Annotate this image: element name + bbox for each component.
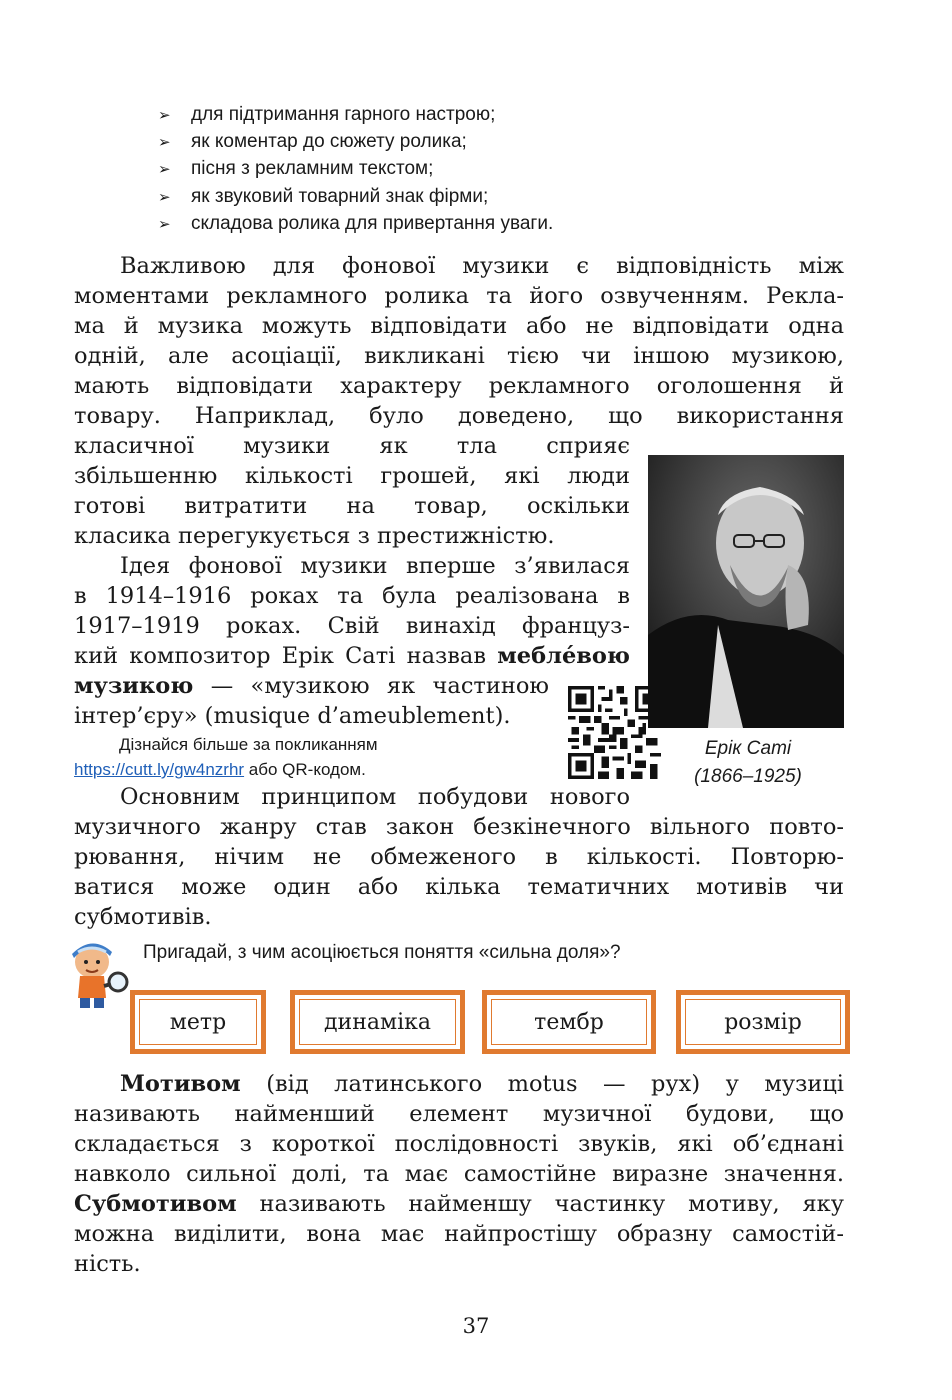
- option-card-meter[interactable]: метр: [130, 990, 266, 1054]
- list-item: ➢ складова ролика для привертання уваги.: [158, 210, 553, 237]
- list-item: ➢ як коментар до сюжету ролика;: [158, 128, 553, 155]
- photo-caption: Ерік Саті (1866–1925): [694, 738, 802, 787]
- arrow-bullet-icon: ➢: [158, 161, 171, 179]
- resource-link[interactable]: https://cutt.ly/gw4nzrhr: [74, 760, 245, 779]
- arrow-bullet-icon: ➢: [158, 215, 171, 233]
- bullet-list: [158, 101, 553, 237]
- question-text: Пригадай, з чим асоціюється поняття «сильна доля»?: [143, 942, 621, 963]
- term-motif: Мотивом: [120, 1071, 241, 1097]
- term-submotif: Субмотивом: [74, 1191, 237, 1217]
- learn-more-hint: Дізнайся більше за покликанням https://cutt.ly/gw4nzrhr або QR-кодом.: [74, 735, 378, 779]
- paragraph-background-music-continued: класичної музики як тла сприяє збільшенню кількості грошей, які люди готові витратити на товар, оскільки класика перегукується з престижністю.: [74, 433, 630, 549]
- mascot-magnifier-icon: [66, 938, 132, 1010]
- list-item: ➢ як звуковий товарний знак фірми;: [158, 183, 553, 210]
- paragraph-satie-idea: Ідея фонової музики вперше з’явилася в 1914–1916 роках та була реалізована в 1917–1919 роках. Свій винахід француз- кий композитор Ерік Саті назвав меблéвою музикою — «музикою як частиною інтер’єру» (musique d’ameublement).: [74, 553, 630, 729]
- option-card-timbre[interactable]: тембр: [482, 990, 656, 1054]
- option-card-size[interactable]: розмір: [676, 990, 850, 1054]
- paragraph-principle-narrow: Основним принципом побудови нового: [120, 784, 630, 810]
- portrait-photo: [648, 455, 844, 728]
- paragraph-background-music: Важливою для фонової музики є відповідність між моментами рекламного ролика та його озвученням. Рекла- ма й музика можуть відповідати або не відповідати одна одній, але асоціації, викликані тією чи іншою музикою, мають відповідати характеру рекламного оголошення й товару. Наприклад, було доведено, що використання: [74, 253, 844, 429]
- erik-satie-portrait-icon: [648, 455, 844, 728]
- list-item: ➢ для підтримання гарного настрою;: [158, 101, 553, 128]
- list-item: ➢ пісня з рекламним текстом;: [158, 155, 553, 182]
- arrow-bullet-icon: ➢: [158, 107, 171, 124]
- term-music: музикою: [74, 673, 194, 699]
- option-card-dynamics[interactable]: динаміка: [290, 990, 465, 1054]
- page-number: 37: [462, 1314, 490, 1338]
- arrow-bullet-icon: ➢: [158, 134, 171, 152]
- paragraph-motif-definition: Мотивом (від латинського motus — рух) у музиці називають найменший елемент музичної будови, що складається з короткої послідовності звуків, які об’єднані навколо сильної долі, та має самостійне виразне значення. Субмотивом називають найменшу частинку мотиву, яку можна виділити, вона має найпростішу образну самостій- ність.: [74, 1071, 844, 1277]
- paragraph-principle: музичного жанру став закон безкінечного вільного повто- рювання, нічим не обмеженого в кількості. Повторю- ватися може один або кілька тематичних мотивів чи субмотивів.: [74, 814, 844, 930]
- term-furniture: меблéвою: [497, 643, 630, 669]
- arrow-bullet-icon: ➢: [158, 188, 171, 206]
